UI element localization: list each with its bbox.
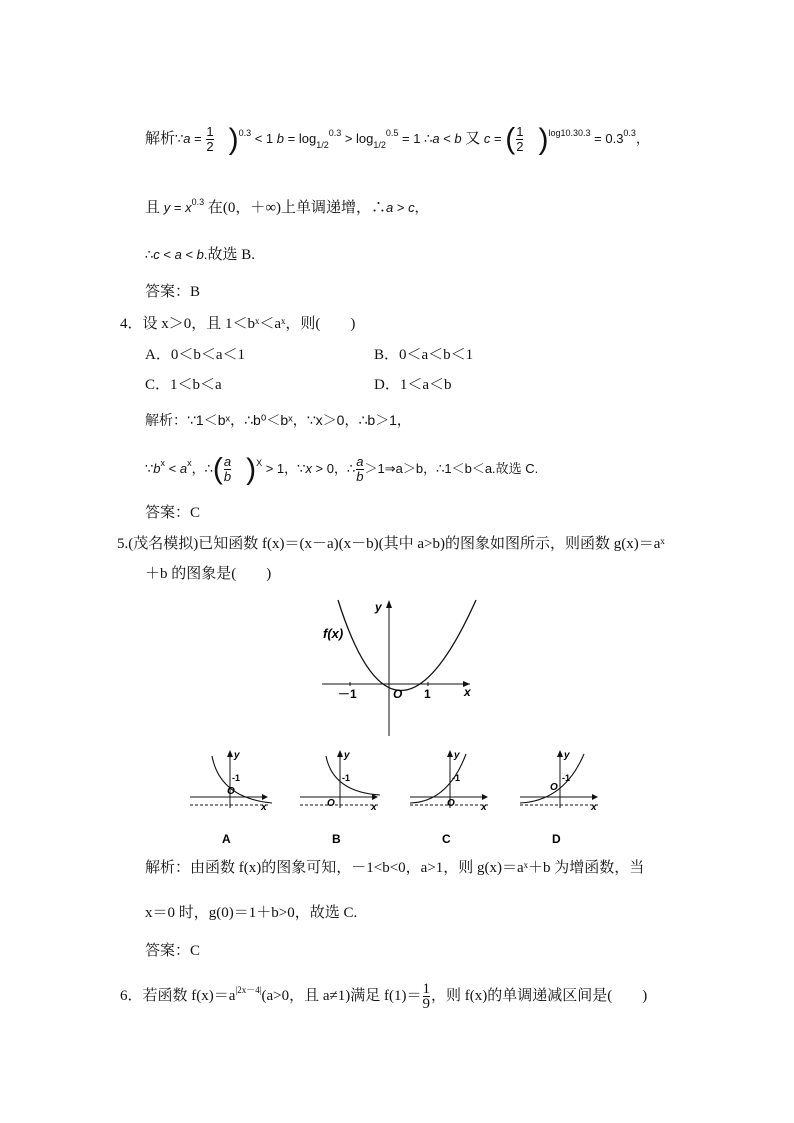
label-1: 1 [424,687,431,701]
x-axis-arrow [592,794,598,800]
formula-a: ∵a = $\frac{1}{2}$ )$^{0.3}$ < 1 $b = \log_{1/2}^{0.3} > \log_{1/2}^{0.5} = 1$ ∴a < b [175,122,462,156]
choice-graph-b [300,748,384,848]
question-5-line-1: 5.(茂名模拟)已知函数 f(x)＝(x－a)(x－b)(其中 a>b)的图象如图所示，则函数 g(x)＝aˣ [117,536,665,552]
formula-agc: a > c， [386,200,428,215]
label-y: y [375,600,382,614]
choice-label-a: A [222,832,231,846]
y-axis-arrow [337,750,343,757]
solution-label: 解析 [145,130,176,147]
formula-c: c = ( $\frac{1}{2}$ )$^{log10.30.3} = 0.3^{0.3}$， [483,122,649,156]
q6-denominator: 9 [422,996,430,1012]
formula-ab-end: ＞1⇒a＞b，∴1＜b＜a.故选 C. [364,460,539,476]
choice-label-c: C [442,832,451,846]
label-x: x [371,802,377,813]
label-x: x [481,802,487,813]
q4-option-c: C．1＜b＜a [145,377,222,393]
solution-4-line-1: 解析：∵1＜bˣ，∴b⁰＜bˣ，∵x＞0，∴b＞1， [145,412,411,428]
label-origin: O [393,687,403,701]
label-y: y [564,750,570,761]
label-neg1: -1 [342,773,351,783]
choice-graph-c [410,748,494,848]
choice-label-b: B [332,832,341,846]
q6-fraction [423,982,431,1011]
label-origin: O [227,786,235,797]
question-4: 4．设 x＞0，且 1＜bˣ＜aˣ，则( ) [120,316,356,332]
text-choose-b: 故选 B. [207,247,256,263]
label-origin: O [550,782,558,793]
x-axis-arrow [262,794,268,800]
solution-4-line-2 [145,452,539,486]
q6-prefix: 6．若函数 f(x)＝a [120,987,236,1004]
q4-option-a: A．0＜b＜a＜1 [145,347,245,363]
q6-suffix: ，则 f(x)的单调递减区间是( ) [431,987,648,1004]
choice-graph-d [520,748,604,848]
q6-numerator: 1 [422,981,430,997]
curve [326,756,380,795]
label-neg1: －1 [338,687,357,701]
y-axis-arrow [227,750,233,757]
label-neg1: -1 [562,773,571,783]
text-increasing: 在(0，＋∞)上单调递增，∴ [207,200,387,216]
label-y: y [344,750,350,761]
label-x: x [261,802,267,813]
solution-line-3 [145,245,255,265]
solution-5-line-1: 解析：由函数 f(x)的图象可知，－1<b<0，a>1，则 g(x)＝aˣ＋b 为增函数，当 [145,860,645,876]
answer-2: 答案：C [145,505,201,521]
y-axis-arrow [557,750,563,757]
label-y: y [454,750,460,761]
y-axis-arrow [447,750,453,757]
solution-line-1 [145,122,649,156]
label-x: x [464,685,471,699]
solution-5-line-2: x＝0 时，g(0)＝1＋b>0，故选 C. [145,905,358,921]
label-origin: O [447,798,455,809]
text-qie: 且 [145,200,161,216]
x-axis-arrow [482,794,488,800]
q6-middle: (a>0，且 a≠1)满足 f(1)＝ [261,987,422,1004]
q4-option-b: B．0＜a＜b＜1 [374,347,474,363]
label-origin: O [327,798,335,809]
label-neg1: -1 [452,773,461,783]
answer-3: 答案：C [145,943,201,959]
label-x: x [591,802,597,813]
label-y: y [234,750,240,761]
formula-y: $y = x^{0.3}$ [163,197,205,215]
formula-cab: ∴c < a < b. [145,247,208,262]
curve [520,754,584,803]
graph-fx [318,596,478,738]
label-fx: f(x) [323,626,344,641]
text-you: 又 [465,130,481,147]
choice-graph-a [190,748,274,848]
q4-option-d: D．1＜a＜b [374,377,452,393]
question-5-line-2: ＋b 的图象是( ) [145,566,272,582]
answer-1: 答案：B [145,284,201,300]
solution-line-2 [145,198,428,218]
choice-label-d: D [552,832,561,846]
question-6 [120,982,647,1011]
parabola-curve [338,600,476,691]
q6-exponent: |2x－4| [235,984,262,995]
label-neg1: -1 [232,773,241,783]
formula-ba: $\because b^x < a^x$，∴( $\frac{a}{b}$ )$^X$ > 1，∵x > 0，∴ $\frac{a}{b}$ [145,452,364,486]
y-axis-arrow [386,600,392,608]
